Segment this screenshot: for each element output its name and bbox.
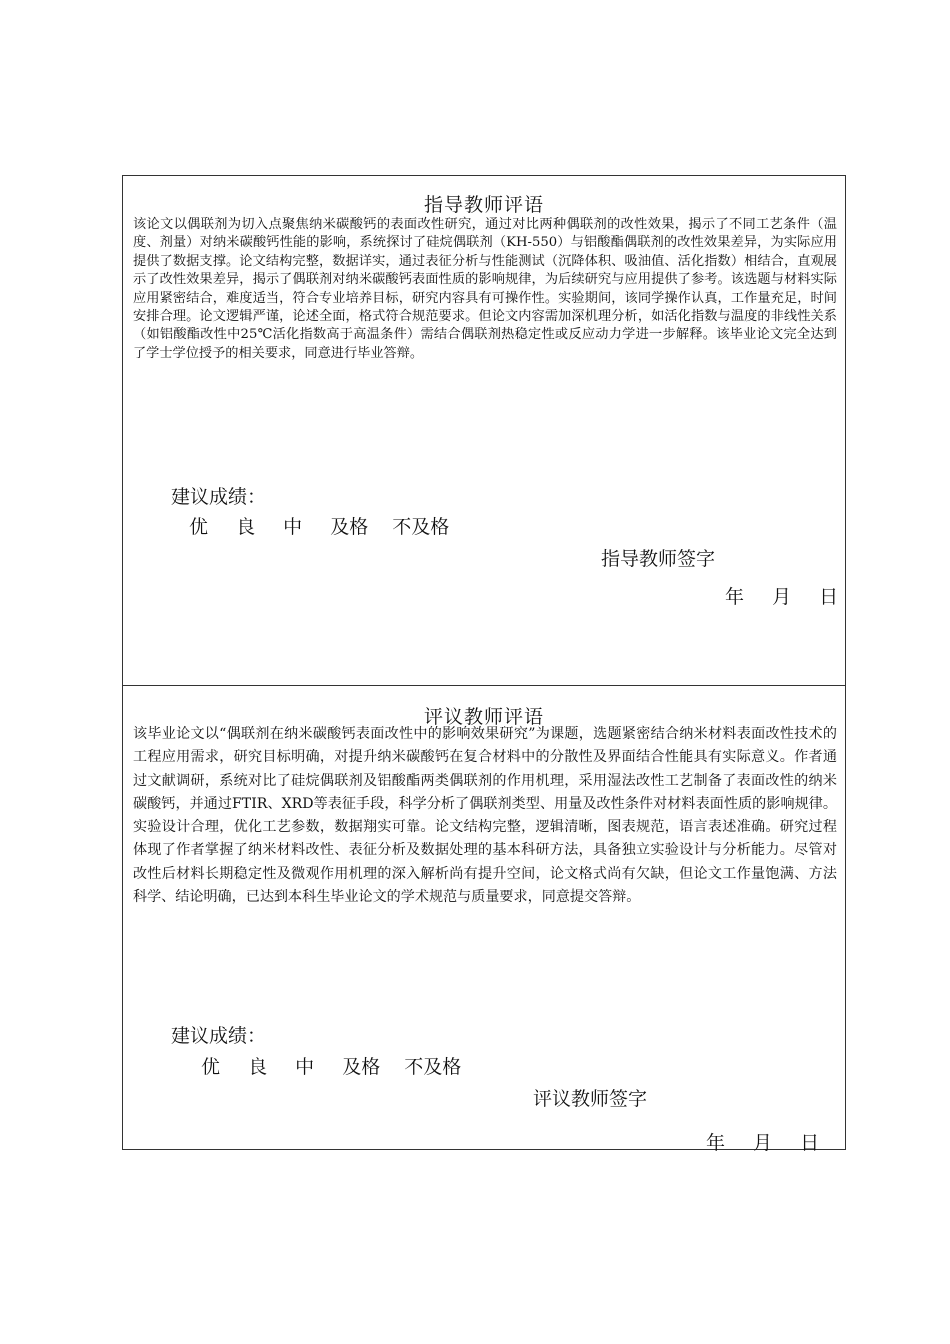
reviewer-grade-excellent[interactable]: 优 (201, 1056, 221, 1078)
reviewer-date (706, 1128, 819, 1155)
reviewer-grade-label: 建议成绩： (171, 1025, 267, 1047)
reviewer-section-title: 评议教师评语 (423, 706, 544, 728)
reviewer-grade-good[interactable]: 良 (248, 1056, 268, 1078)
advisor-date-month: 月 (772, 586, 792, 608)
advisor-grade-medium[interactable]: 中 (283, 516, 303, 538)
reviewer-comment-text: 该毕业论文以“偶联剂在纳米碳酸钙表面改性中的影响效果研究”为课题，选题紧密结合纳米材料表面改性技术的工程应用需求，研究目标明确，对提升纳米碳酸钙在复合材料中的分散性及界面结合性能具有实际意义。作者通过文献调研，系统对比了硅烷偶联剂及铝酸酯两类偶联剂的作用机理，采用湿法改性工艺制备了表面改性的纳米碳酸钙，并通过FTIR、XRD等表征手段，科学分析了偶联剂类型、用量及改性条件对材料表面性质的影响规律。实验设计合理，优化工艺参数，数据翔实可靠。论文结构完整，逻辑清晰，图表规范，语言表述准确。研究过程体现了作者掌握了纳米材料改性、表征分析及数据处理的基本科研方法，具备独立实验设计与分析能力。尽管对改性后材料长期稳定性及微观作用机理的深入解析尚有提升空间，论文格式尚有欠缺，但论文工作量饱满、方法科学、结论明确，已达到本科生毕业论文的学术规范与质量要求，同意提交答辩。 (133, 726, 837, 906)
reviewer-signature-label: 评议教师签字 (533, 1088, 648, 1110)
reviewer-grade-fail[interactable]: 不及格 (404, 1056, 462, 1078)
reviewer-grade-medium[interactable]: 中 (295, 1056, 315, 1078)
advisor-date (725, 582, 838, 609)
section-divider (123, 685, 845, 686)
reviewer-grade-pass[interactable]: 及格 (342, 1056, 381, 1078)
advisor-grade-options (189, 512, 471, 539)
advisor-grade-pass[interactable]: 及格 (330, 516, 369, 538)
advisor-grade-label: 建议成绩： (171, 486, 267, 508)
advisor-signature-label: 指导教师签字 (601, 548, 716, 570)
reviewer-date-year: 年 (706, 1132, 726, 1154)
reviewer-grade-options (201, 1052, 483, 1079)
reviewer-date-day: 日 (800, 1132, 820, 1154)
advisor-date-year: 年 (725, 586, 745, 608)
advisor-grade-excellent[interactable]: 优 (189, 516, 209, 538)
advisor-date-day: 日 (819, 586, 839, 608)
advisor-section-title: 指导教师评语 (423, 194, 544, 216)
advisor-grade-good[interactable]: 良 (236, 516, 256, 538)
advisor-comment-text: 该论文以偶联剂为切入点聚焦纳米碳酸钙的表面改性研究，通过对比两种偶联剂的改性效果，揭示了不同工艺条件（温度、剂量）对纳米碳酸钙性能的影响，系统探讨了硅烷偶联剂（KH-550）与铝酸酯偶联剂的改性效果差异，为实际应用提供了数据支撑。论文结构完整，数据详实，通过表征分析与性能测试（沉降体积、吸油值、活化指数）相结合，直观展示了改性效果差异，揭示了偶联剂对纳米碳酸钙表面性质的影响规律，为后续研究与应用提供了参考。该选题与材料实际应用紧密结合，难度适当，符合专业培养目标，研究内容具有可操作性。实验期间，该同学操作认真，工作量充足，时间安排合理。论文逻辑严谨，论述全面，格式符合规范要求。但论文内容需加深机理分析，如活化指数与温度的非线性关系（如铝酸酯改性中25℃活化指数高于高温条件）需结合偶联剂热稳定性或反应动力学进一步解释。该毕业论文完全达到了学士学位授予的相关要求，同意进行毕业答辩。 (133, 217, 837, 361)
evaluation-form-table (122, 175, 846, 1154)
reviewer-date-month: 月 (753, 1132, 773, 1154)
advisor-grade-fail[interactable]: 不及格 (392, 516, 450, 538)
